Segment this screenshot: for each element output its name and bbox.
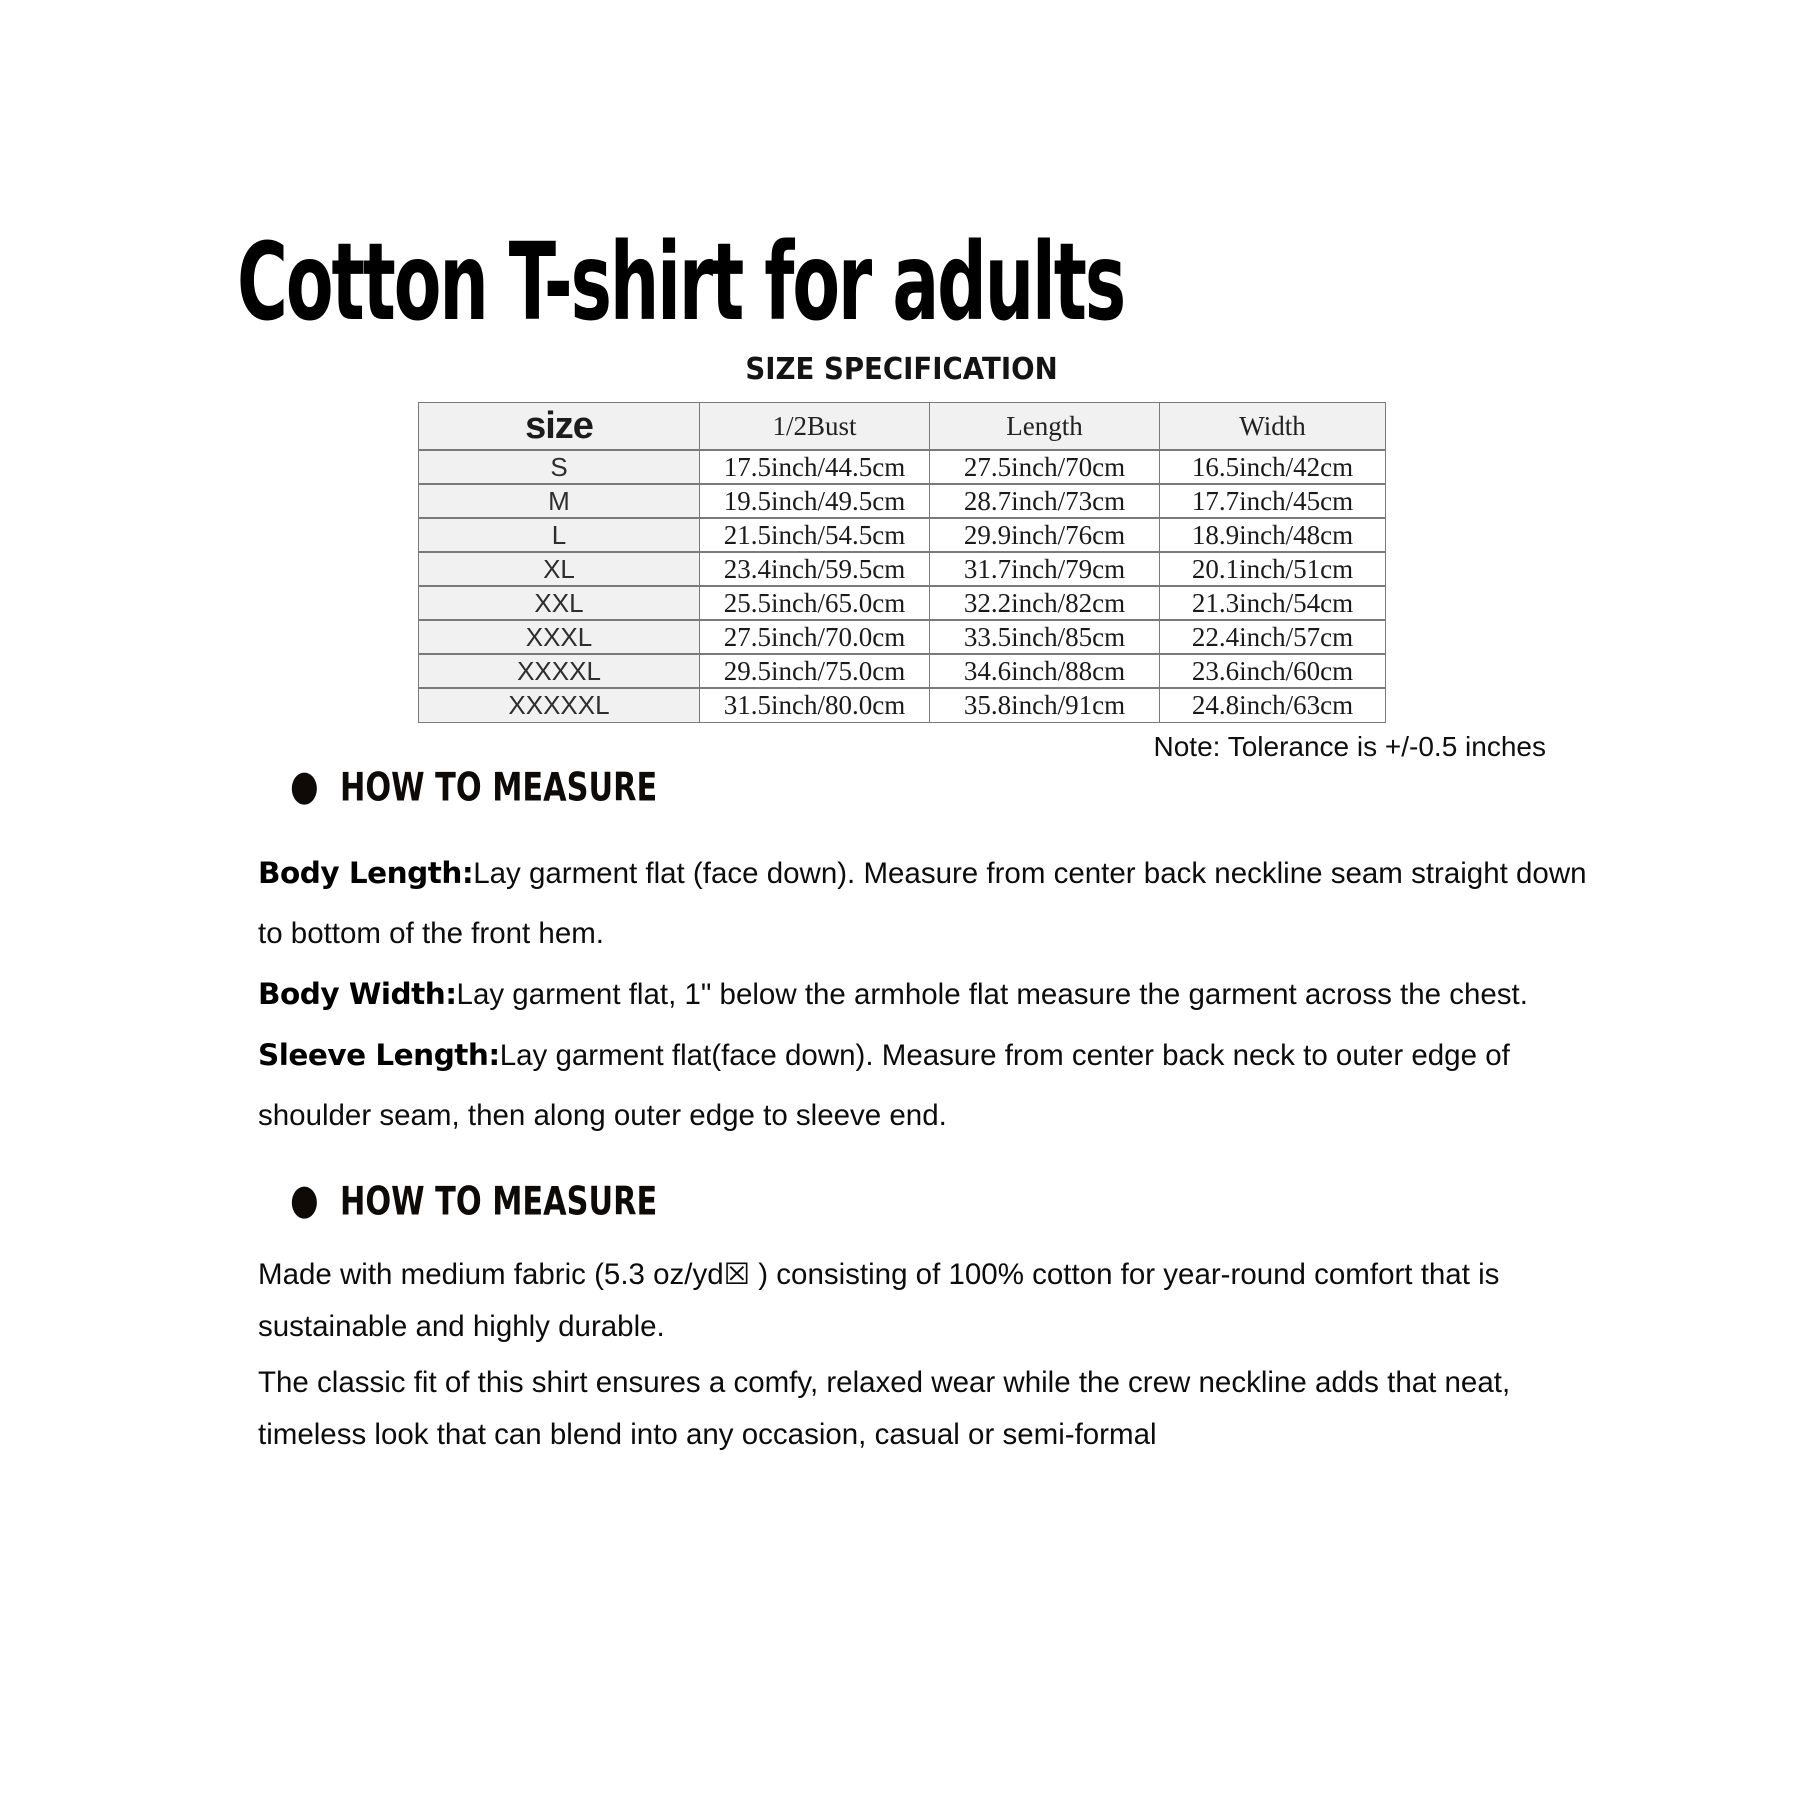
bust-cell: 23.4inch/59.5cm bbox=[700, 552, 930, 586]
section-heading-label: HOW TO MEASURE bbox=[339, 1178, 658, 1225]
width-cell: 18.9inch/48cm bbox=[1160, 518, 1386, 552]
measure-text: Lay garment flat(face down). Measure from center back neck to outer edge of shoulder seam, then along outer edge to sleeve end. bbox=[258, 1039, 1510, 1132]
page-title: Cotton T-shirt for adults bbox=[237, 220, 1125, 346]
length-cell: 35.8inch/91cm bbox=[930, 688, 1160, 722]
length-cell: 33.5inch/85cm bbox=[930, 620, 1160, 654]
column-header-bust: 1/2Bust bbox=[700, 403, 930, 451]
how-to-measure-section-2 bbox=[258, 1175, 1603, 1461]
length-cell: 34.6inch/88cm bbox=[930, 654, 1160, 688]
size-table bbox=[418, 402, 1386, 723]
column-header-size: size bbox=[419, 403, 700, 451]
size-cell: M bbox=[419, 484, 700, 518]
table-row-xxxl bbox=[419, 620, 1386, 654]
bust-cell: 27.5inch/70.0cm bbox=[700, 620, 930, 654]
width-cell: 23.6inch/60cm bbox=[1160, 654, 1386, 688]
measure-label: Sleeve Length: bbox=[258, 1038, 500, 1072]
bust-cell: 31.5inch/80.0cm bbox=[700, 688, 930, 722]
size-specification-heading: SIZE SPECIFICATION bbox=[745, 352, 1058, 387]
measure-label: Body Width: bbox=[258, 977, 457, 1011]
width-cell: 16.5inch/42cm bbox=[1160, 450, 1386, 484]
section-heading bbox=[290, 1175, 1367, 1225]
fit-description: The classic fit of this shirt ensures a comfy, relaxed wear while the crew neckline adds that neat, timeless look that can blend into any occasion, casual or semi-formal bbox=[258, 1366, 1511, 1451]
bullet-icon: ● bbox=[290, 1175, 319, 1224]
size-cell: XXXXL bbox=[419, 654, 700, 688]
measure-text: Lay garment flat, 1" below the armhole flat measure the garment across the chest. bbox=[456, 978, 1528, 1011]
table-row-m bbox=[419, 484, 1386, 518]
bust-cell: 25.5inch/65.0cm bbox=[700, 586, 930, 620]
how-to-measure-section-1 bbox=[258, 761, 1603, 1146]
measure-text: Lay garment flat (face down). Measure from center back neckline seam straight down to bottom of the front hem. bbox=[258, 857, 1587, 950]
section-heading bbox=[290, 761, 1367, 811]
table-row-l bbox=[419, 518, 1386, 552]
table-row-xxxxl bbox=[419, 654, 1386, 688]
length-cell: 27.5inch/70cm bbox=[930, 450, 1160, 484]
column-header-length: Length bbox=[930, 403, 1160, 451]
bust-cell: 17.5inch/44.5cm bbox=[700, 450, 930, 484]
size-cell: XL bbox=[419, 552, 700, 586]
section-heading-label: HOW TO MEASURE bbox=[339, 764, 658, 811]
measure-label: Body Length: bbox=[258, 856, 474, 890]
table-row-s bbox=[419, 450, 1386, 484]
size-cell: XXL bbox=[419, 586, 700, 620]
size-cell: XXXXXL bbox=[419, 688, 700, 722]
bullet-icon: ● bbox=[290, 761, 319, 810]
width-cell: 20.1inch/51cm bbox=[1160, 552, 1386, 586]
size-table-header-row bbox=[419, 403, 1386, 451]
tolerance-note: Note: Tolerance is +/-0.5 inches bbox=[1153, 731, 1546, 762]
measure-item-body-width bbox=[258, 964, 1603, 1025]
size-cell: XXXL bbox=[419, 620, 700, 654]
length-cell: 31.7inch/79cm bbox=[930, 552, 1160, 586]
width-cell: 22.4inch/57cm bbox=[1160, 620, 1386, 654]
table-row-xl bbox=[419, 552, 1386, 586]
fabric-description: Made with medium fabric (5.3 oz/yd☒ ) consisting of 100% cotton for year-round comfort that is sustainable and highly durable. bbox=[258, 1258, 1500, 1343]
table-row-xxxxxl bbox=[419, 688, 1386, 722]
width-cell: 21.3inch/54cm bbox=[1160, 586, 1386, 620]
width-cell: 17.7inch/45cm bbox=[1160, 484, 1386, 518]
table-row-xxl bbox=[419, 586, 1386, 620]
length-cell: 28.7inch/73cm bbox=[930, 484, 1160, 518]
bust-cell: 21.5inch/54.5cm bbox=[700, 518, 930, 552]
bust-cell: 29.5inch/75.0cm bbox=[700, 654, 930, 688]
size-cell: L bbox=[419, 518, 700, 552]
width-cell: 24.8inch/63cm bbox=[1160, 688, 1386, 722]
column-header-width: Width bbox=[1160, 403, 1386, 451]
measure-item-body-length bbox=[258, 843, 1603, 964]
length-cell: 32.2inch/82cm bbox=[930, 586, 1160, 620]
bust-cell: 19.5inch/49.5cm bbox=[700, 484, 930, 518]
length-cell: 29.9inch/76cm bbox=[930, 518, 1160, 552]
size-cell: S bbox=[419, 450, 700, 484]
measure-item-sleeve-length bbox=[258, 1025, 1603, 1146]
